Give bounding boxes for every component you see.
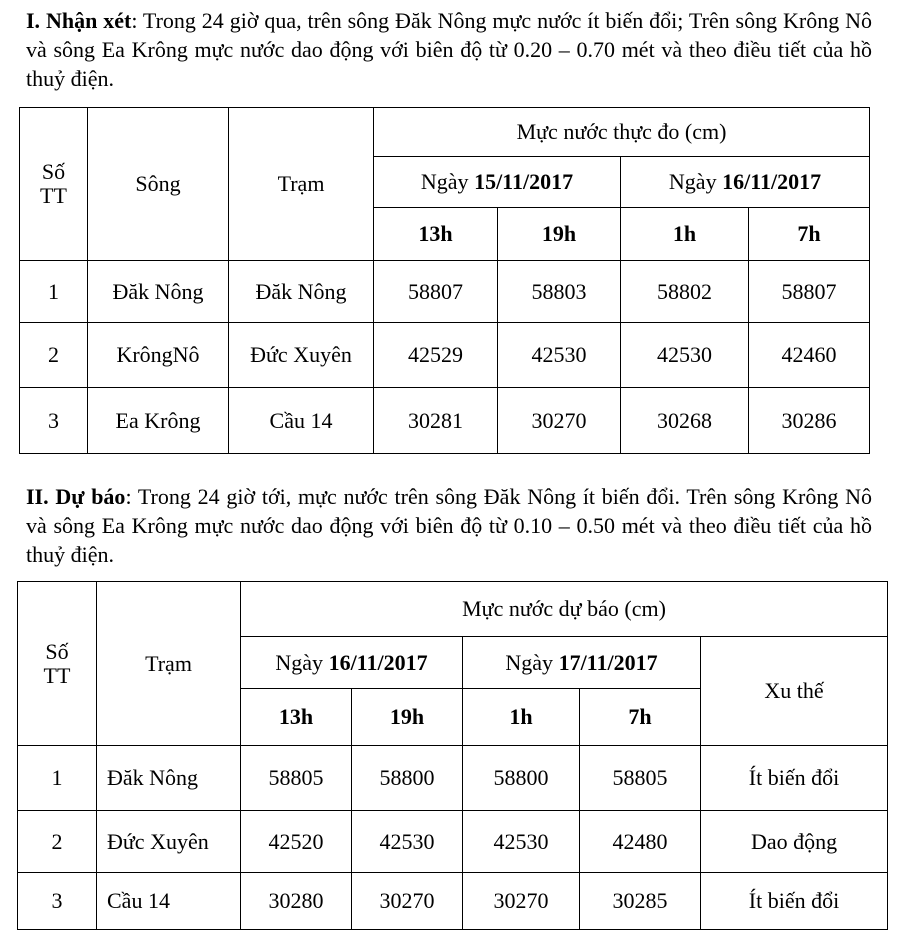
cell-value: 42530 <box>463 811 580 873</box>
cell-value: 42530 <box>621 323 749 388</box>
header-station: Trạm <box>229 108 374 261</box>
cell-stt: 2 <box>18 811 97 873</box>
header-hour: 19h <box>352 689 463 746</box>
cell-river: Đăk Nông <box>88 261 229 323</box>
cell-value: 58802 <box>621 261 749 323</box>
table-row <box>18 811 888 873</box>
cell-value: 42529 <box>374 323 498 388</box>
header-trend: Xu thế <box>701 637 888 746</box>
forecast-text: : Trong 24 giờ tới, mực nước trên sông Đăk Nông ít biến đổi. Trên sông Krông Nô và sông Ea Krông mực nước dao động với biên độ từ 0.10 – 0.50 mét và theo điều tiết của hồ thuỷ điện. <box>26 484 872 567</box>
cell-station: Đăk Nông <box>97 746 241 811</box>
cell-value: 58800 <box>352 746 463 811</box>
cell-value: 58800 <box>463 746 580 811</box>
cell-value: 58805 <box>580 746 701 811</box>
header-hour: 13h <box>374 208 498 261</box>
cell-value: 42530 <box>352 811 463 873</box>
cell-stt: 2 <box>20 323 88 388</box>
cell-value: 42530 <box>498 323 621 388</box>
cell-river: KrôngNô <box>88 323 229 388</box>
cell-value: 30270 <box>352 873 463 930</box>
observation-label: I. Nhận xét <box>26 8 132 33</box>
header-stt: Số TT <box>18 582 97 746</box>
cell-value: 30268 <box>621 388 749 454</box>
cell-value: 30280 <box>241 873 352 930</box>
cell-trend: Ít biến đổi <box>701 873 888 930</box>
cell-trend: Ít biến đổi <box>701 746 888 811</box>
cell-station: Cầu 14 <box>229 388 374 454</box>
table-row <box>20 323 870 388</box>
forecast-label: II. Dự báo <box>26 484 126 509</box>
cell-station: Cầu 14 <box>97 873 241 930</box>
cell-value: 30286 <box>749 388 870 454</box>
header-day1: Ngày 15/11/2017 <box>374 157 621 208</box>
cell-value: 58805 <box>241 746 352 811</box>
header-river: Sông <box>88 108 229 261</box>
header-day1: Ngày 16/11/2017 <box>241 637 463 689</box>
header-forecast-level: Mực nước dự báo (cm) <box>241 582 888 637</box>
cell-stt: 3 <box>18 873 97 930</box>
observation-text: : Trong 24 giờ qua, trên sông Đăk Nông mực nước ít biến đổi; Trên sông Krông Nô và sông Ea Krông mực nước dao động với biên độ từ 0.20 – 0.70 mét và theo điều tiết của hồ thuỷ điện. <box>26 8 873 91</box>
table-row <box>18 873 888 930</box>
header-hour: 1h <box>463 689 580 746</box>
cell-value: 42460 <box>749 323 870 388</box>
observation-paragraph <box>26 6 872 93</box>
cell-value: 58807 <box>749 261 870 323</box>
header-day2: Ngày 17/11/2017 <box>463 637 701 689</box>
cell-value: 58807 <box>374 261 498 323</box>
header-hour: 13h <box>241 689 352 746</box>
header-hour: 19h <box>498 208 621 261</box>
table-row <box>20 388 870 454</box>
header-hour: 1h <box>621 208 749 261</box>
observed-water-level-table <box>19 107 870 454</box>
header-hour: 7h <box>580 689 701 746</box>
cell-value: 30270 <box>498 388 621 454</box>
cell-station: Đức Xuyên <box>229 323 374 388</box>
forecast-paragraph <box>26 482 872 569</box>
table-row <box>20 261 870 323</box>
cell-value: 30281 <box>374 388 498 454</box>
header-day2: Ngày 16/11/2017 <box>621 157 870 208</box>
table-row <box>18 746 888 811</box>
header-stt: Số TT <box>20 108 88 261</box>
cell-value: 30285 <box>580 873 701 930</box>
cell-stt: 3 <box>20 388 88 454</box>
cell-stt: 1 <box>20 261 88 323</box>
cell-value: 58803 <box>498 261 621 323</box>
cell-trend: Dao động <box>701 811 888 873</box>
cell-value: 30270 <box>463 873 580 930</box>
cell-value: 42480 <box>580 811 701 873</box>
cell-value: 42520 <box>241 811 352 873</box>
cell-station: Đức Xuyên <box>97 811 241 873</box>
header-hour: 7h <box>749 208 870 261</box>
cell-stt: 1 <box>18 746 97 811</box>
header-observed-level: Mực nước thực đo (cm) <box>374 108 870 157</box>
header-station: Trạm <box>97 582 241 746</box>
cell-river: Ea Krông <box>88 388 229 454</box>
cell-station: Đăk Nông <box>229 261 374 323</box>
forecast-water-level-table <box>17 581 888 930</box>
